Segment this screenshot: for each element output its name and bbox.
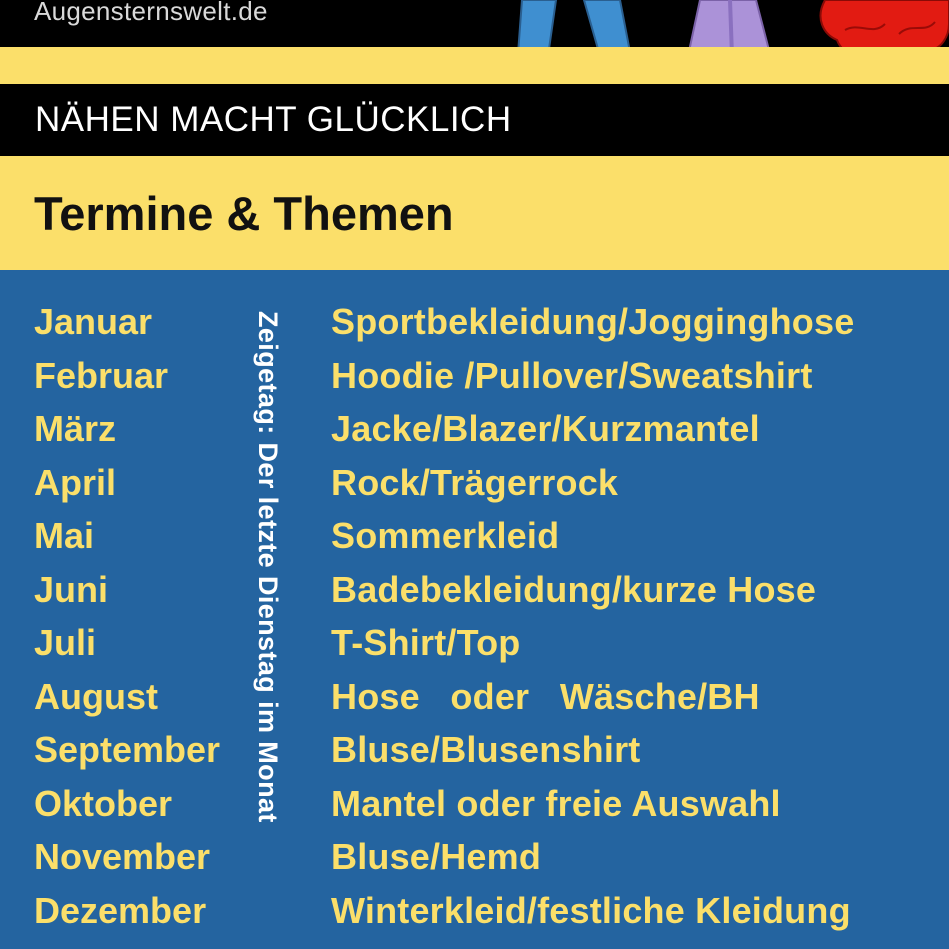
month-label: Juli	[34, 622, 97, 663]
schedule-row	[0, 676, 949, 730]
topic-label: Rock/Trägerrock	[331, 462, 619, 503]
yellow-strip	[0, 47, 949, 84]
schedule-row	[0, 301, 949, 355]
topic-label: Sportbekleidung/Jogginghose	[331, 301, 855, 342]
slogan: NÄHEN MACHT GLÜCKLICH	[35, 100, 512, 139]
month-label: August	[34, 676, 158, 717]
schedule-row	[0, 836, 949, 890]
month-label: Juni	[34, 569, 109, 610]
vertical-note-container	[247, 311, 287, 947]
schedule-row	[0, 569, 949, 623]
schedule-row	[0, 622, 949, 676]
schedule-row	[0, 729, 949, 783]
schedule-row	[0, 890, 949, 944]
schedule-row	[0, 515, 949, 569]
topic-label: Sommerkleid	[331, 515, 560, 556]
topic-label: Mantel oder freie Auswahl	[331, 783, 781, 824]
month-label: November	[34, 836, 211, 877]
schedule-row	[0, 462, 949, 516]
topic-label: Bluse/Blusenshirt	[331, 729, 641, 770]
month-label: Januar	[34, 301, 153, 342]
topic-label: Winterkleid/festliche Kleidung	[331, 890, 851, 931]
month-label: Oktober	[34, 783, 173, 824]
month-label: April	[34, 462, 117, 503]
topic-label: Badebekleidung/kurze Hose	[331, 569, 817, 610]
topic-label: Jacke/Blazer/Kurzmantel	[331, 408, 760, 449]
topic-label: Hose oder Wäsche/BH	[331, 676, 760, 717]
vertical-note: Zeigetag: Der letzte Dienstag im Monat	[253, 311, 283, 823]
month-label: März	[34, 408, 117, 449]
topic-label: T-Shirt/Top	[331, 622, 521, 663]
schedule-row	[0, 783, 949, 837]
month-label: Dezember	[34, 890, 207, 931]
site-url: Augensternswelt.de	[34, 0, 268, 26]
schedule-row	[0, 355, 949, 409]
month-label: Mai	[34, 515, 95, 556]
schedule-row	[0, 408, 949, 462]
topic-label: Hoodie /Pullover/Sweatshirt	[331, 355, 813, 396]
month-label: September	[34, 729, 221, 770]
topic-label: Bluse/Hemd	[331, 836, 542, 877]
page-title: Termine & Themen	[34, 187, 454, 240]
month-label: Februar	[34, 355, 169, 396]
